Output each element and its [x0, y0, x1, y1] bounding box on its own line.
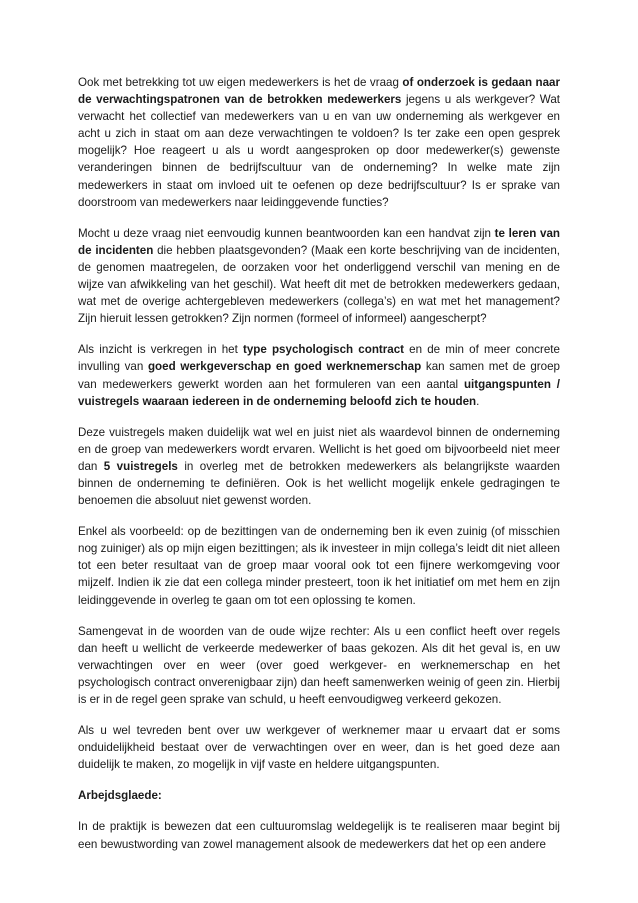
paragraph-culture-change	[78, 818, 560, 852]
paragraph-summary	[78, 623, 560, 708]
text-run: en de min of meer concrete invulling van	[78, 343, 560, 374]
paragraph-rules-of-thumb	[78, 424, 560, 509]
text-run: die hebben plaatsgevonden? (Maak een korte beschrijving van de incidenten, de genomen maatregelen, de oorzaken voor het onderliggend verschil van mening en de wijze van afwikkeling van het geschil). Wat heeft dit met de betrokken medewerkers gedaan, wat met de overige achtergebleven medewerkers (collega’s) en wat met het management? Zijn hieruit lessen getrokken? Zijn normen (formeel of informeel) aangescherpt?	[78, 243, 560, 326]
text-run: kan samen met de groep van medewerkers gewerkt worden aan het formuleren van een aantal	[78, 360, 560, 391]
text-run: Als u wel tevreden bent over uw werkgever of werknemer maar u ervaart dat er soms onduidelijkheid bestaat over de verwachtingen over en weer, dan is het goed deze aan duidelijk te maken, zo mogelijk in vijf vaste en heldere uitgangspunten.	[78, 724, 560, 772]
paragraph-psychological-contract	[78, 341, 560, 409]
text-run: .	[476, 394, 480, 408]
text-run: Deze vuistregels maken duidelijk wat wel en juist niet als waardevol binnen de onderneming en de groep van medewerkers wordt ervaren. Wellicht is het goed om bijvoorbeeld niet meer dan	[78, 425, 560, 473]
paragraph-incidents	[78, 225, 560, 328]
text-run: In de praktijk is bewezen dat een cultuuromslag weldegelijk is te realiseren maar begint bij een bewustwording van zowel management alsook de medewerkers dat het op een andere	[78, 820, 560, 851]
text-run: Als inzicht is verkregen in het	[78, 343, 243, 357]
text-run: Ook met betrekking tot uw eigen medewerkers is het de vraag	[78, 76, 403, 89]
bold-text: Arbejdsglaede:	[78, 789, 162, 803]
paragraph-employee-expectations	[78, 74, 560, 211]
text-run: Samengevat in de woorden van de oude wijze rechter: Als u een conflict heeft over regels dan heeft u wellicht de verkeerde medewerker of baas gekozen. Als dit het geval is, en uw verwachtingen over en weer (over goed werkgever- en werknemerschap en het psychologisch contract onverenigbaar zijn) dan heeft samenwerken weinig of geen zin. Hierbij is er in de regel geen sprake van schuld, u heeft eenvoudigweg verkeerd gekozen.	[78, 624, 560, 706]
paragraph-satisfaction	[78, 722, 560, 773]
paragraph-example	[78, 523, 560, 608]
text-run: in overleg met de betrokken medewerkers als belangrijkste waarden binnen de onderneming te definiëren. Ook is het wellicht mogelijk enkele gedragingen te benoemen die absoluut niet gewenst worden.	[78, 459, 560, 508]
bold-text: 5 vuistregels	[103, 459, 178, 473]
section-heading-arbejdsglaede	[78, 787, 560, 804]
bold-text: type psychologisch contract	[242, 343, 405, 357]
text-run: Mocht u deze vraag niet eenvoudig kunnen beantwoorden kan een handvat zijn	[78, 226, 495, 240]
bold-text: uitgangspunten / vuistregels waaraan iedereen in de onderneming beloofd zich te houden	[78, 377, 560, 408]
bold-text: te leren van de incidenten	[78, 226, 560, 257]
text-run: jegens u als werkgever? Wat verwacht het collectief van medewerkers van u en van uw onderneming als werkgever en acht u zich in staat om aan deze verwachtingen te voldoen? Is ter zake een open gesprek mogelijk? Hoe reageert u als u wordt aangesproken op door medewerker(s) gewenste veranderingen binnen de bedrijfscultuur van de onderneming? In welke mate zijn medewerkers in staat om invloed uit te oefenen op deze bedrijfscultuur? Is er sprake van doorstroom van medewerkers naar leidinggevende functies?	[78, 93, 560, 209]
bold-text: goed werkgeverschap en goed werknemerschap	[147, 360, 422, 374]
text-run: Enkel als voorbeeld: op de bezittingen van de onderneming ben ik even zuinig (of misschien nog zuiniger) als op mijn eigen bezittingen; als ik investeer in mijn collega’s leidt dit niet alleen tot een beter resultaat van de groep maar vooral ook tot een fijnere werkomgeving voor mijzelf. Indien ik zie dat een collega minder presteert, toon ik het initiatief om met hem en zijn leidinggevende in overleg te gaan om tot een oplossing te komen.	[78, 525, 560, 607]
bold-text: of onderzoek is gedaan naar de verwachtingspatronen van de betrokken medewerkers	[78, 76, 560, 107]
